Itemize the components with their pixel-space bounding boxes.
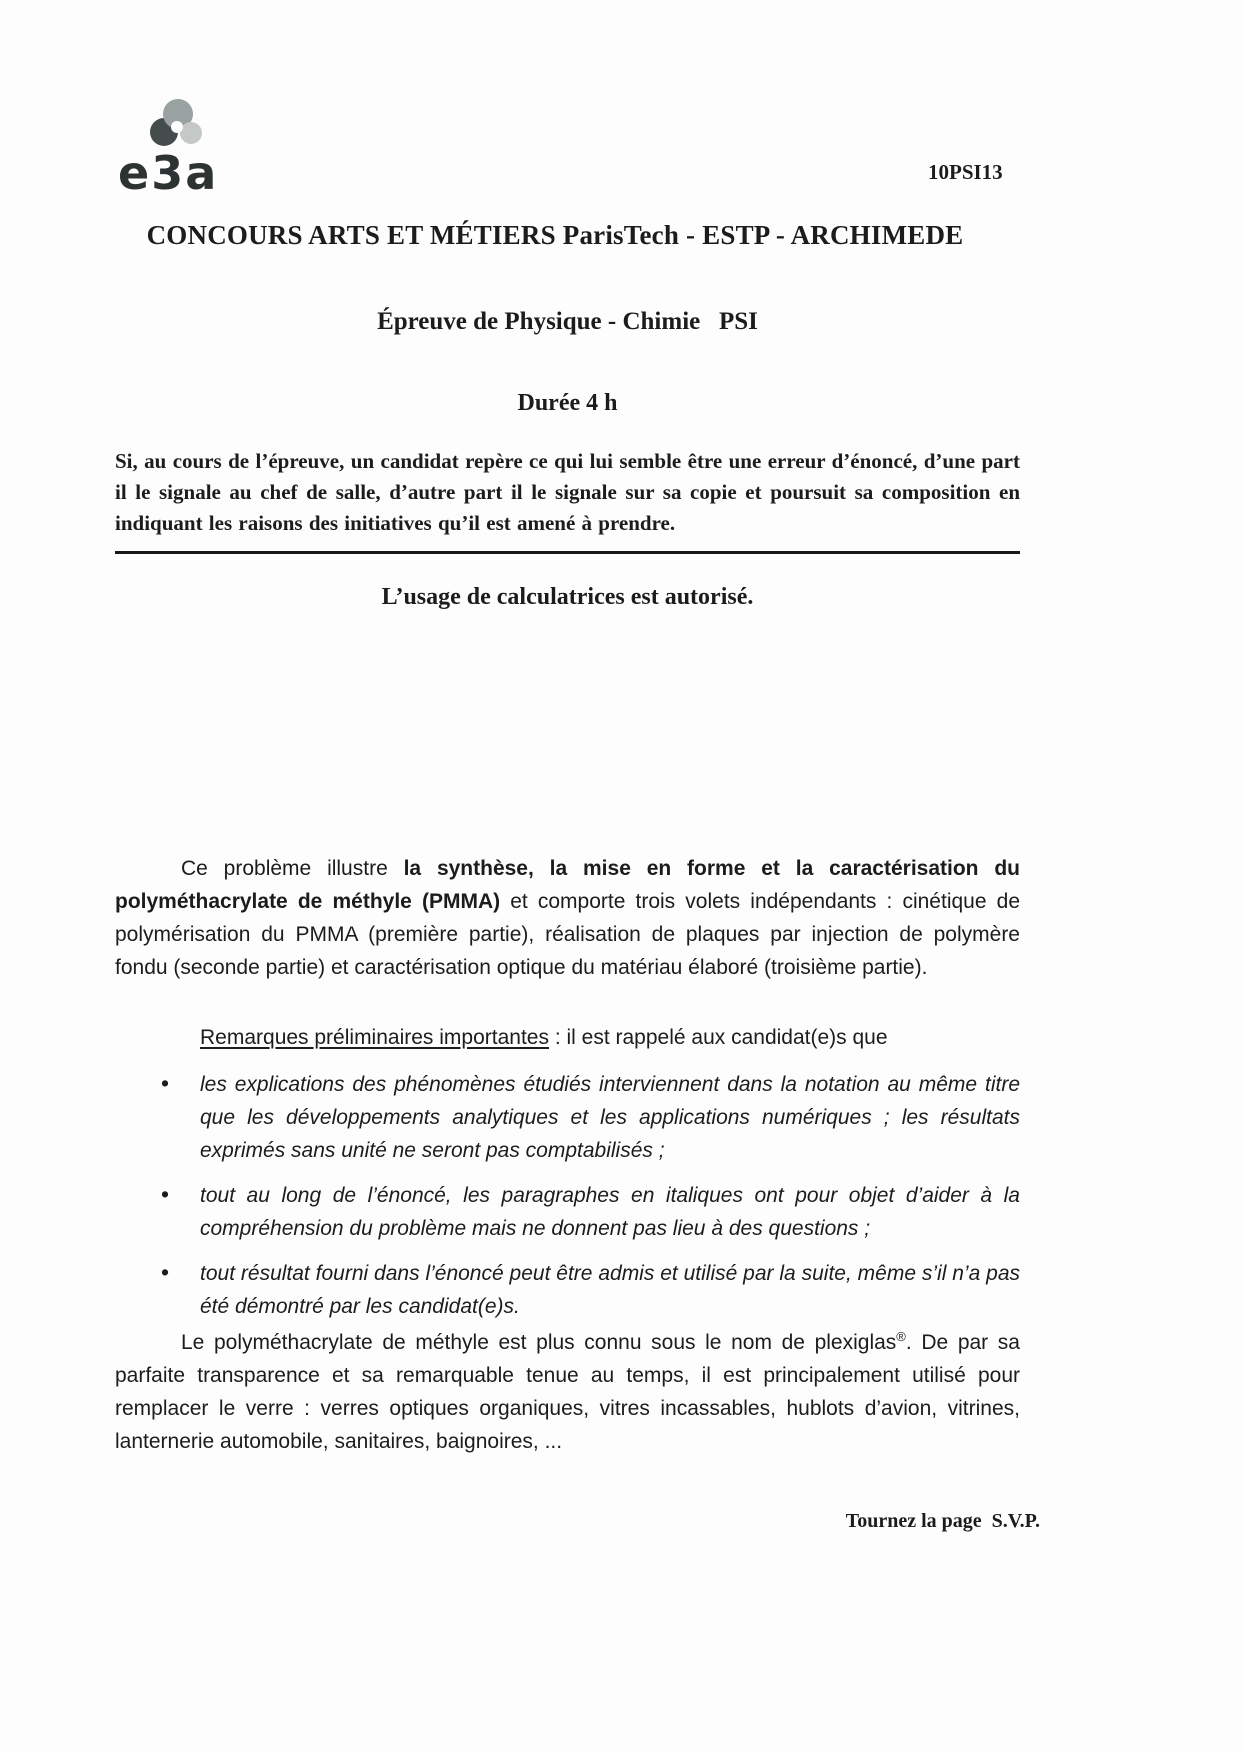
closing-part2: . De par sa parfaite transparence et sa remarquable tenue au temps, il est principalement utilisé pour remplacer le verre : verres optiques organiques, vitres incassables, hublots d’avion, vitrines, lanternerie automobile, sanitaires, baignoires, ... bbox=[115, 1331, 1020, 1453]
closing-paragraph bbox=[115, 1326, 1020, 1458]
list-item bbox=[115, 1179, 1020, 1245]
list-item-text: tout résultat fourni dans l’énoncé peut être admis et utilisé par la suite, même s’il n’a pas été démontré par les candidat(e)s. bbox=[200, 1262, 1020, 1318]
calculator-notice: L’usage de calculatrices est autorisé. bbox=[381, 584, 754, 610]
remarks-heading-underlined: Remarques préliminaires importantes bbox=[200, 1026, 549, 1049]
bullet-icon: • bbox=[161, 1259, 170, 1285]
registered-mark: ® bbox=[896, 1329, 906, 1344]
remarks-list bbox=[115, 1068, 1020, 1335]
list-item bbox=[115, 1068, 1020, 1167]
list-item-text: tout au long de l’énoncé, les paragraphes en italiques ont pour objet d’aider à la compréhension du problème mais ne donnent pas lieu à des questions ; bbox=[200, 1184, 1020, 1240]
subject-title: Épreuve de Physique - Chimie PSI bbox=[377, 308, 758, 335]
list-item-text: les explications des phénomènes étudiés interviennent dans la notation au même titre que les développements analytiques et les applications numériques ; les résultats exprimés sans unité ne seront pas comptabilisés ; bbox=[200, 1073, 1020, 1162]
duration-title: Durée 4 h bbox=[517, 390, 618, 416]
bullet-icon: • bbox=[161, 1181, 170, 1207]
e3a-logo bbox=[116, 96, 240, 200]
remarks-heading bbox=[200, 1026, 1020, 1050]
closing-part1: Le polyméthacrylate de méthyle est plus connu sous le nom de plexiglas bbox=[181, 1331, 897, 1354]
bullet-icon: • bbox=[161, 1070, 170, 1096]
list-item bbox=[115, 1257, 1020, 1323]
intro-lead: Ce problème illustre bbox=[181, 857, 404, 880]
main-title: CONCOURS ARTS ET MÉTIERS ParisTech - ESTP - ARCHIMEDE bbox=[146, 220, 964, 250]
error-notice-paragraph: Si, au cours de l’épreuve, un candidat repère ce qui lui semble être une erreur d’énoncé, d’une part il le signale au chef de salle, d’autre part il le signale sur sa copie et poursuit sa composition en indiquant les raisons des initiatives qu’il est amené à prendre. bbox=[115, 449, 1020, 535]
turn-page-note: Tournez la page S.V.P. bbox=[845, 1510, 1040, 1532]
document-code: 10PSI13 bbox=[928, 160, 1003, 184]
e3a-logo-text: e3a bbox=[118, 146, 219, 200]
intro-rest: et comporte trois volets indépendants : cinétique de polymérisation du PMMA (première partie), réalisation de plaques par injection de polymère fondu (seconde partie) et caractérisation optique du matériau élaboré (troisième partie). bbox=[115, 890, 1020, 979]
horizontal-divider bbox=[115, 551, 1020, 554]
remarks-heading-suffix: : il est rappelé aux candidat(e)s que bbox=[548, 1026, 888, 1049]
intro-bold: la synthèse, la mise en forme et la caractérisation du polyméthacrylate de méthyle (PMMA) bbox=[115, 857, 1020, 913]
intro-paragraph bbox=[115, 852, 1020, 984]
